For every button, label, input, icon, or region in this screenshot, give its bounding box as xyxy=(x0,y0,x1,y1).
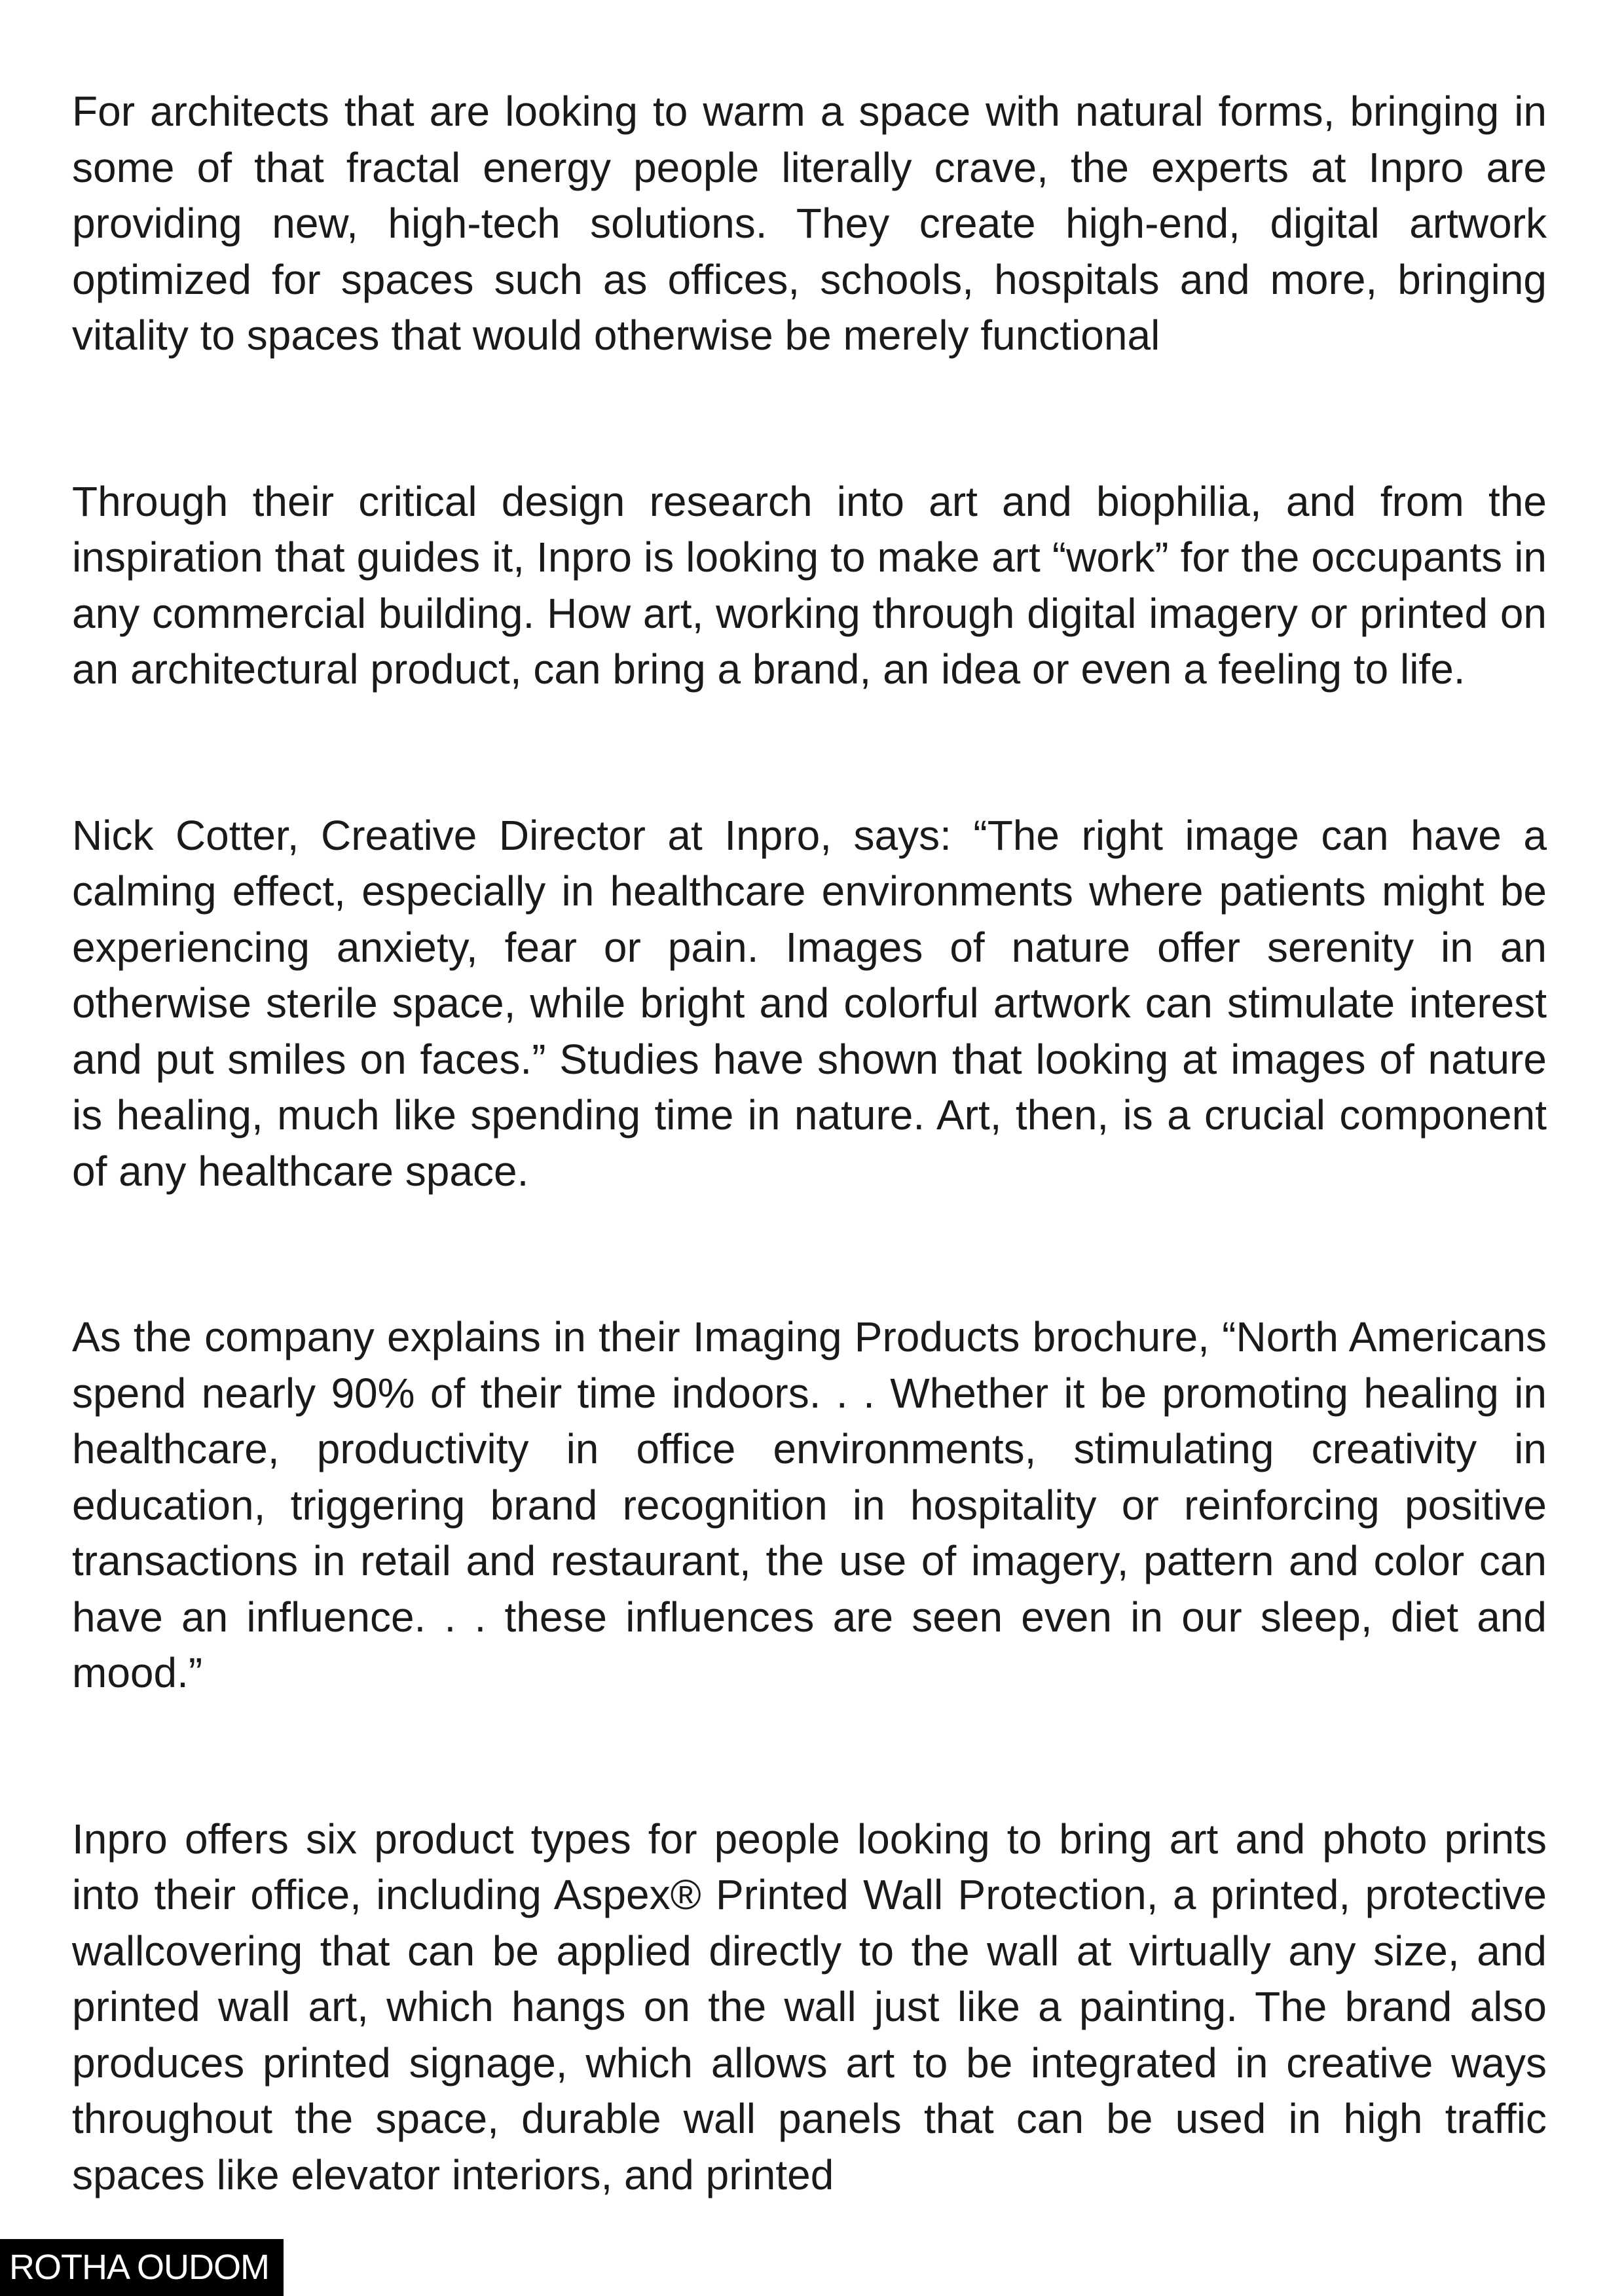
article-paragraph-3: Nick Cotter, Creative Director at Inpro, says: “The right image can have a calming effect, especially in healthcare environments where patients might be experiencing anxiety, fear or pain. Images of nature offer serenity in an otherwise sterile space, while bright and colorful artwork can stimulate interest and put smiles on faces.” Studies have shown that looking at images of nature is healing, much like spending time in nature. Art, then, is a crucial component of any healthcare space. xyxy=(72,811,1547,1195)
article-paragraph-2: Through their critical design research into art and biophilia, and from the inspiration that guides it, Inpro is looking to make art “work” for the occupants in any commercial building. How art, working through digital imagery or printed on an architectural product, can bring a brand, an idea or even a feeling to life. xyxy=(72,477,1547,693)
article-body xyxy=(72,84,1547,2203)
article-paragraph-1: For architects that are looking to warm a space with natural forms, bringing in some of that fractal energy people literally crave, the experts at Inpro are providing new, high-tech solutions. They create high-end, digital artwork optimized for spaces such as offices, schools, hospitals and more, bringing vitality to spaces that would otherwise be merely functional xyxy=(72,88,1547,359)
article-paragraph-5: Inpro offers six product types for people looking to bring art and photo prints into their office, including Aspex® Printed Wall Protection, a printed, protective wallcovering that can be applied directly to the wall at virtually any size, and printed wall art, which hangs on the wall just like a painting. The brand also produces printed signage, which allows art to be integrated in creative ways throughout the space, durable wall panels that can be used in high traffic spaces like elevator interiors, and printed xyxy=(72,1815,1547,2198)
article-paragraph-4: As the company explains in their Imaging Products brochure, “North Americans spend nearly 90% of their time indoors. . . Whether it be promoting healing in healthcare, productivity in office environments, stimulating creativity in education, triggering brand recognition in hospitality or reinforcing positive transactions in retail and restaurant, the use of imagery, pattern and color can have an influence. . . these influences are seen even in our sleep, diet and mood.” xyxy=(72,1313,1547,1696)
author-footer-label: ROTHA OUDOM xyxy=(0,2239,284,2296)
